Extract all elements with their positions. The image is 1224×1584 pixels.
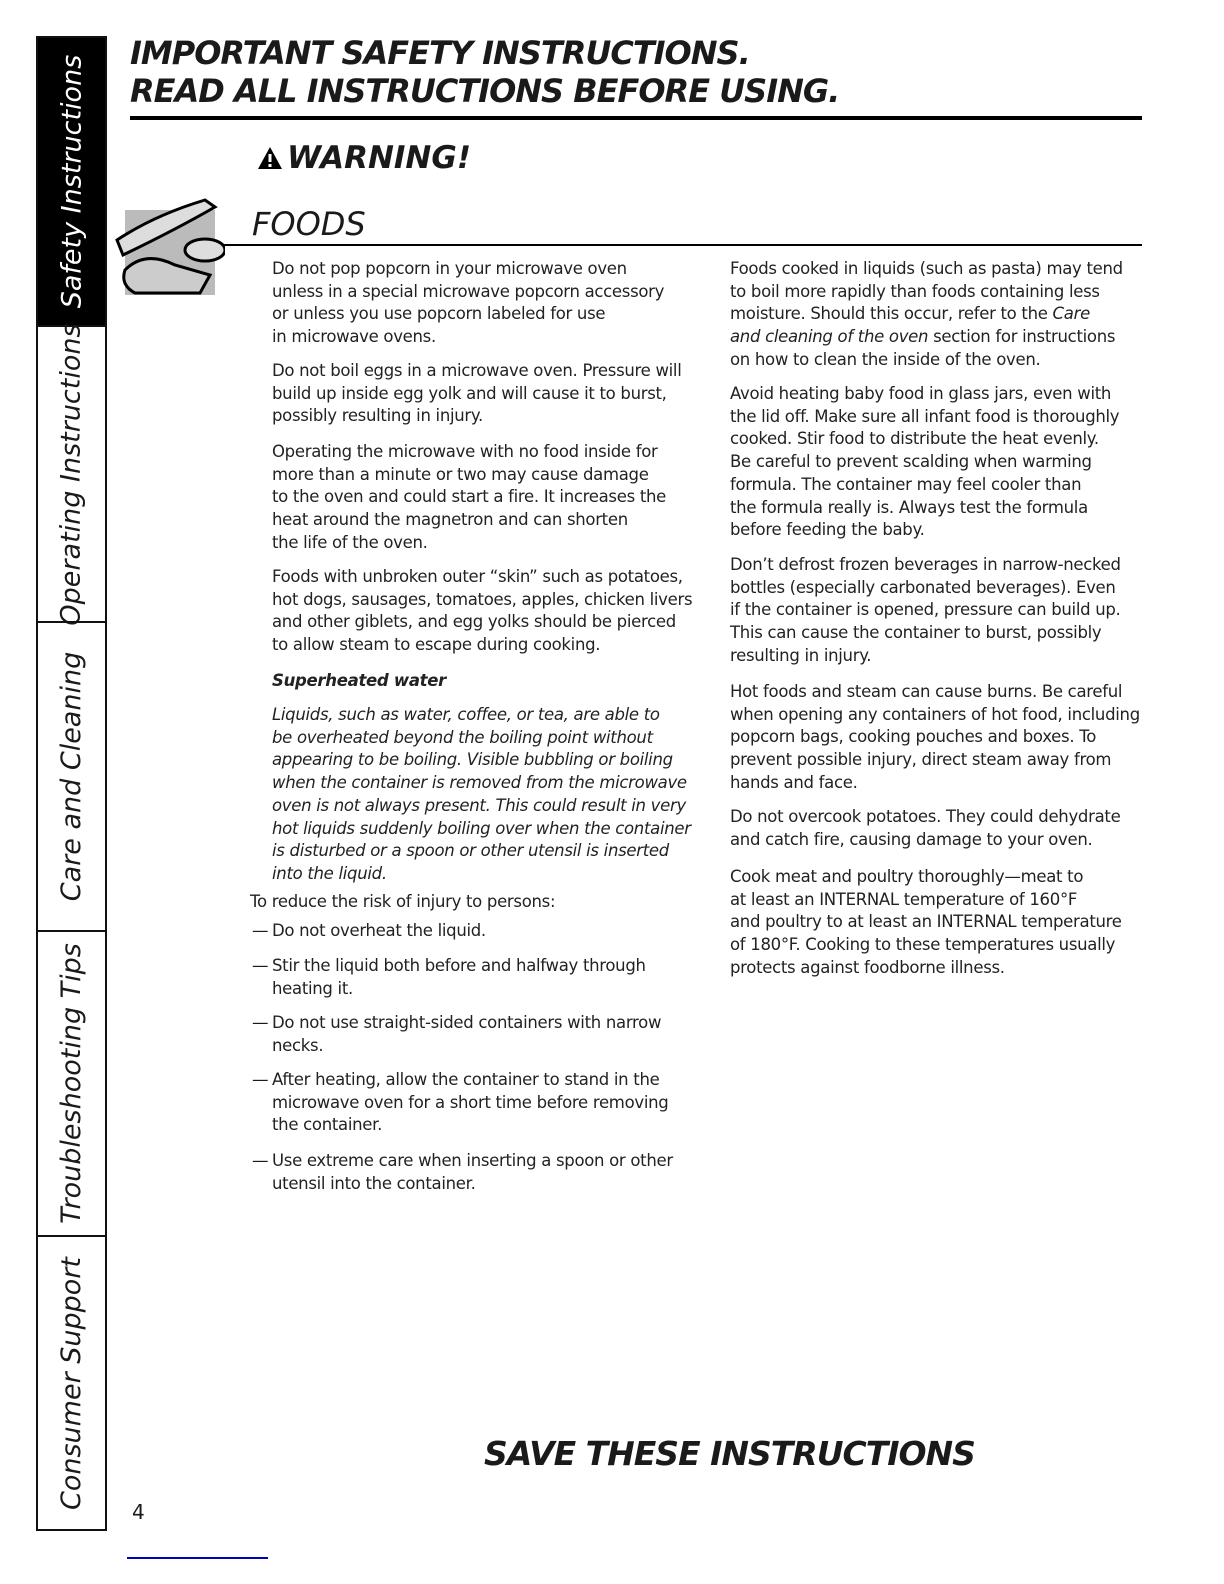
tab-label: Consumer Support bbox=[56, 1256, 87, 1510]
tab-consumer-support[interactable] bbox=[36, 1235, 107, 1531]
text: Foods cooked in liquids (such as pasta) may tend to boil more rapidly than foods containing less moisture. Should this occur, refer to the bbox=[730, 259, 1123, 324]
paragraph: Do not overcook potatoes. They could dehydrate and catch fire, causing damage to your oven. bbox=[730, 807, 1121, 849]
page-number: 4 bbox=[132, 1500, 145, 1524]
paragraph: To reduce the risk of injury to persons: bbox=[250, 892, 556, 911]
tab-safety-instructions[interactable] bbox=[36, 36, 107, 327]
tab-label: Troubleshooting Tips bbox=[56, 943, 87, 1224]
list-item: Do not overheat the liquid. bbox=[272, 921, 486, 940]
link-underline bbox=[127, 1557, 268, 1559]
tab-label: Care and Cleaning bbox=[56, 651, 88, 902]
paragraph: Cook meat and poultry thoroughly—meat to at least an INTERNAL temperature of 160°F and poultry to at least an INTERNAL temperature of 180°F. Cooking to these temperatures usually protects against foodborne illness. bbox=[730, 867, 1122, 977]
divider bbox=[222, 244, 1142, 246]
paragraph: Operating the microwave with no food inside for more than a minute or two may cause damage to the oven and could start a fire. It increases the heat around the magnetron and can shorten the life of the oven. bbox=[272, 442, 666, 552]
paragraph bbox=[730, 258, 1123, 372]
dash: — bbox=[252, 1070, 269, 1089]
warning-text: WARNING! bbox=[287, 140, 471, 176]
dash: — bbox=[252, 1013, 269, 1032]
food-illustration-icon bbox=[115, 195, 225, 300]
section-heading: FOODS bbox=[252, 205, 366, 243]
paragraph: Don’t defrost frozen beverages in narrow-necked bottles (especially carbonated beverages). Even if the container is opened, pressure can build up. This can cause the container to burst, possibly resulting in injury. bbox=[730, 555, 1121, 665]
list-item: Stir the liquid both before and halfway through heating it. bbox=[272, 956, 646, 998]
list-item: Do not use straight-sided containers with narrow necks. bbox=[272, 1013, 662, 1055]
tab-care-and-cleaning[interactable] bbox=[36, 621, 107, 932]
warning-triangle-icon bbox=[257, 146, 283, 170]
paragraph: Do not boil eggs in a microwave oven. Pressure will build up inside egg yolk and will cause it to burst, possibly resulting in injury. bbox=[272, 361, 682, 426]
paragraph: Avoid heating baby food in glass jars, even with the lid off. Make sure all infant food is thoroughly cooked. Stir food to distribute the heat evenly. Be careful to prevent scalding when warming formula. The container may feel cooler than the formula really is. Always test the formula before feeding the baby. bbox=[730, 384, 1120, 540]
dash: — bbox=[252, 956, 269, 975]
tab-label: Operating Instructions bbox=[56, 322, 87, 626]
paragraph: Hot foods and steam can cause burns. Be careful when opening any containers of hot food, including popcorn bags, cooking pouches and boxes. To prevent possible injury, direct steam away from hands and face. bbox=[730, 682, 1140, 792]
divider bbox=[130, 116, 1142, 120]
paragraph: Liquids, such as water, coffee, or tea, are able to be overheated beyond the boiling point without appearing to be boiling. Visible bubbling or boiling when the container is removed from the microwave oven is not always present. This could result in very hot liquids suddenly boiling over when the container is disturbed or a spoon or other utensil is inserted into the liquid. bbox=[272, 705, 691, 883]
paragraph: Foods with unbroken outer “skin” such as potatoes, hot dogs, sausages, tomatoes, apples, chicken livers and other giblets, and egg yolks should be pierced to allow steam to escape during cooking. bbox=[272, 567, 693, 655]
save-instructions-footer: SAVE THESE INSTRUCTIONS bbox=[484, 1434, 975, 1473]
section-reference: Care and cleaning of the oven bbox=[730, 304, 1090, 347]
paragraph: Do not pop popcorn in your microwave oven unless in a special microwave popcorn accessory or unless you use popcorn labeled for use in microwave ovens. bbox=[272, 259, 665, 347]
tab-troubleshooting-tips[interactable] bbox=[36, 930, 107, 1237]
tab-label: Safety Instructions bbox=[56, 54, 87, 309]
tab-operating-instructions[interactable] bbox=[36, 322, 107, 626]
list-item: Use extreme care when inserting a spoon or other utensil into the container. bbox=[272, 1151, 673, 1193]
text: section for instructions on how to clean the inside of the oven. bbox=[730, 327, 1116, 369]
dash: — bbox=[252, 1151, 269, 1170]
list-item: After heating, allow the container to stand in the microwave oven for a short time before removing the container. bbox=[272, 1070, 669, 1135]
page-title: IMPORTANT SAFETY INSTRUCTIONS. READ ALL INSTRUCTIONS BEFORE USING. bbox=[130, 34, 840, 110]
dash: — bbox=[252, 921, 269, 940]
subheading: Superheated water bbox=[272, 671, 446, 690]
warning-heading bbox=[257, 140, 471, 176]
